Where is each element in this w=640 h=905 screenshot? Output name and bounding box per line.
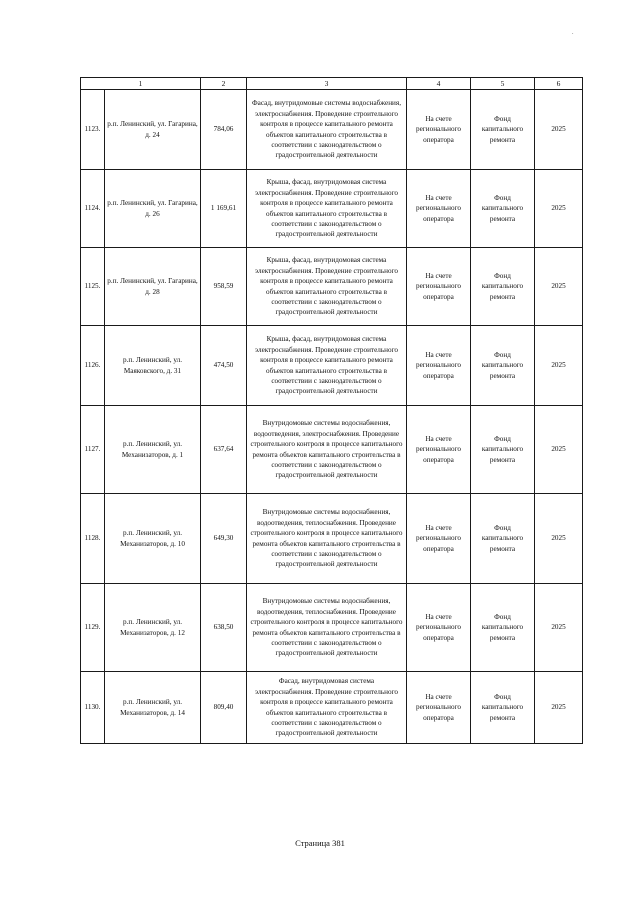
column-number-5: 5 — [471, 78, 535, 90]
works-description-cell: Крыша, фасад, внутридомовая система электроснабжения. Проведение строительного контроля в процессе капитального ремонта объектов капитального строительства в соответствии с законодательством о градостроительной деятельности — [247, 248, 407, 326]
column-number-6: 6 — [535, 78, 583, 90]
year-cell: 2025 — [535, 494, 583, 584]
funding-source-cell: Фонд капитального ремонта — [471, 326, 535, 406]
table-row — [81, 170, 583, 248]
area-cell: 474,50 — [201, 326, 247, 406]
funding-source-cell: Фонд капитального ремонта — [471, 406, 535, 494]
page-number: Страница 381 — [295, 838, 345, 848]
row-number-cell: 1128. — [81, 494, 105, 584]
table-body — [81, 78, 583, 744]
funding-source-cell: Фонд капитального ремонта — [471, 584, 535, 672]
year-cell: 2025 — [535, 326, 583, 406]
row-number-cell: 1126. — [81, 326, 105, 406]
works-description-cell: Внутридомовые системы водоснабжения, водоотведения, электроснабжения. Проведение строительного контроля в процессе капитального ремонта объектов капитального строительства в соответствии с законодательством о градостроительной деятельности — [247, 406, 407, 494]
address-cell: р.п. Ленинский, ул. Механизаторов, д. 14 — [105, 672, 201, 744]
year-cell: 2025 — [535, 672, 583, 744]
address-cell: р.п. Ленинский, ул. Механизаторов, д. 12 — [105, 584, 201, 672]
row-number-cell: 1130. — [81, 672, 105, 744]
table-row — [81, 494, 583, 584]
address-cell: р.п. Ленинский, ул. Гагарина, д. 28 — [105, 248, 201, 326]
works-description-cell: Крыша, фасад, внутридомовая система электроснабжения. Проведение строительного контроля в процессе капитального ремонта объектов капитального строительства в соответствии с законодательством о градостроительной деятельности — [247, 170, 407, 248]
year-cell: 2025 — [535, 248, 583, 326]
table-row — [81, 406, 583, 494]
funding-source-cell: Фонд капитального ремонта — [471, 170, 535, 248]
area-cell: 638,50 — [201, 584, 247, 672]
accumulation-method-cell: На счете регионального оператора — [407, 406, 471, 494]
address-cell: р.п. Ленинский, ул. Механизаторов, д. 10 — [105, 494, 201, 584]
accumulation-method-cell: На счете регионального оператора — [407, 672, 471, 744]
accumulation-method-cell: На счете регионального оператора — [407, 248, 471, 326]
works-description-cell: Внутридомовые системы водоснабжения, водоотведения, теплоснабжения. Проведение строительного контроля в процессе капитального ремонта объектов капитального строительства в соответствии с законодательством о градостроительной деятельности — [247, 584, 407, 672]
address-cell: р.п. Ленинский, ул. Гагарина, д. 24 — [105, 90, 201, 170]
column-number-3: 3 — [247, 78, 407, 90]
row-number-cell: 1129. — [81, 584, 105, 672]
area-cell: 649,30 — [201, 494, 247, 584]
funding-source-cell: Фонд капитального ремонта — [471, 248, 535, 326]
area-cell: 1 169,61 — [201, 170, 247, 248]
accumulation-method-cell: На счете регионального оператора — [407, 494, 471, 584]
row-number-cell: 1124. — [81, 170, 105, 248]
repair-schedule-table — [80, 77, 583, 744]
accumulation-method-cell: На счете регионального оператора — [407, 170, 471, 248]
works-description-cell: Внутридомовые системы водоснабжения, водоотведения, теплоснабжения. Проведение строительного контроля в процессе капитального ремонта объектов капитального строительства в соответствии с законодательством о градостроительной деятельности — [247, 494, 407, 584]
row-number-cell: 1125. — [81, 248, 105, 326]
funding-source-cell: Фонд капитального ремонта — [471, 90, 535, 170]
table-row — [81, 90, 583, 170]
row-number-cell: 1123. — [81, 90, 105, 170]
funding-source-cell: Фонд капитального ремонта — [471, 672, 535, 744]
accumulation-method-cell: На счете регионального оператора — [407, 90, 471, 170]
works-description-cell: Фасад, внутридомовая система электроснабжения. Проведение строительного контроля в процессе капитального ремонта объектов капитального строительства в соответствии с законодательством о градостроительной деятельности — [247, 672, 407, 744]
year-cell: 2025 — [535, 406, 583, 494]
column-number-1: 1 — [81, 78, 201, 90]
year-cell: 2025 — [535, 90, 583, 170]
area-cell: 809,40 — [201, 672, 247, 744]
area-cell: 958,59 — [201, 248, 247, 326]
funding-source-cell: Фонд капитального ремонта — [471, 494, 535, 584]
column-number-2: 2 — [201, 78, 247, 90]
area-cell: 784,06 — [201, 90, 247, 170]
scan-mark: . — [572, 30, 574, 36]
row-number-cell: 1127. — [81, 406, 105, 494]
column-number-row — [81, 78, 583, 90]
works-description-cell: Фасад, внутридомовые системы водоснабжения, электроснабжения. Проведение строительного контроля в процессе капитального ремонта объектов капитального строительства в соответствии с законодательством о градостроительной деятельности — [247, 90, 407, 170]
table-row — [81, 248, 583, 326]
works-description-cell: Крыша, фасад, внутридомовая система электроснабжения. Проведение строительного контроля в процессе капитального ремонта объектов капитального строительства в соответствии с законодательством о градостроительной деятельности — [247, 326, 407, 406]
table-row — [81, 584, 583, 672]
address-cell: р.п. Ленинский, ул. Механизаторов, д. 1 — [105, 406, 201, 494]
accumulation-method-cell: На счете регионального оператора — [407, 584, 471, 672]
table-row — [81, 672, 583, 744]
table-row — [81, 326, 583, 406]
area-cell: 637,64 — [201, 406, 247, 494]
year-cell: 2025 — [535, 584, 583, 672]
year-cell: 2025 — [535, 170, 583, 248]
address-cell: р.п. Ленинский, ул. Маяковского, д. 31 — [105, 326, 201, 406]
column-number-4: 4 — [407, 78, 471, 90]
address-cell: р.п. Ленинский, ул. Гагарина, д. 26 — [105, 170, 201, 248]
accumulation-method-cell: На счете регионального оператора — [407, 326, 471, 406]
